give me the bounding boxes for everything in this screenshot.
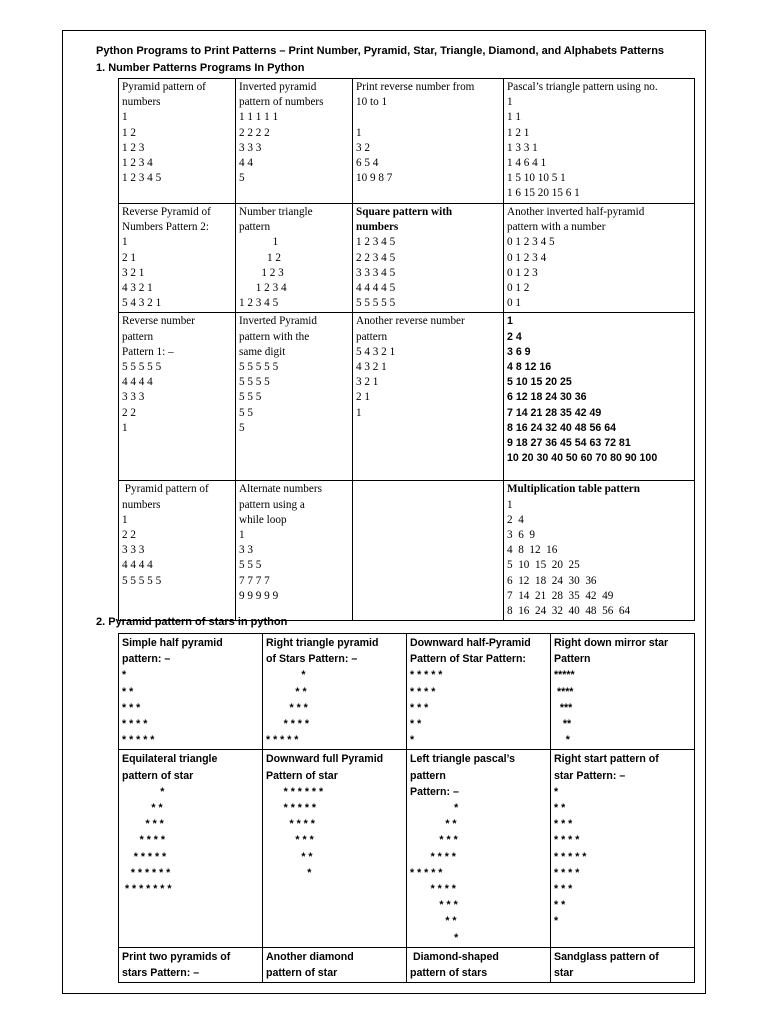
pattern-title: pattern: –	[122, 653, 171, 666]
pattern-title: pattern	[356, 330, 388, 343]
pattern-title: pattern of stars	[410, 967, 488, 980]
pattern-line: 1 6 15 20 15 6 1	[507, 187, 580, 200]
pattern-line: 4 4	[239, 157, 253, 170]
star-patterns-table	[118, 633, 695, 983]
pattern-line: 0 1	[507, 297, 521, 310]
pattern-title: of Stars Pattern: –	[266, 653, 358, 666]
pattern-line: *	[554, 915, 559, 928]
pattern-line: * * * * *	[554, 850, 587, 863]
pattern-title: Downward full Pyramid	[266, 753, 384, 766]
pattern-line: * * * *	[122, 718, 148, 731]
pattern-line: * * *	[410, 899, 458, 912]
section1-heading: 1. Number Patterns Programs In Python	[96, 62, 305, 74]
number-pattern-cell	[504, 204, 695, 313]
pattern-line: 1 3 3 1	[507, 141, 538, 154]
star-pattern-cell	[551, 750, 695, 947]
pattern-line: * * * *	[266, 718, 309, 731]
pattern-line: 1 4 6 4 1	[507, 157, 547, 170]
pattern-line: 2 2	[122, 529, 136, 542]
pattern-line: 10 20 30 40 50 60 70 80 90 100	[507, 452, 658, 465]
pattern-line: 1 2 3 4	[122, 157, 153, 170]
pattern-title: while loop	[239, 513, 287, 526]
pattern-line: * * *	[410, 701, 429, 714]
pattern-line: *	[266, 866, 312, 879]
pattern-line: 5 10 15 20 25	[507, 559, 580, 572]
pattern-title: Pyramid pattern of	[122, 483, 209, 496]
pattern-title: pattern of star	[122, 769, 194, 782]
pattern-line: 1 2 1	[507, 126, 530, 139]
star-pattern-cell	[263, 750, 407, 947]
pattern-title: Equilateral triangle	[122, 753, 218, 766]
star-pattern-cell	[263, 634, 407, 750]
pattern-title: Reverse Pyramid of	[122, 206, 211, 218]
pattern-line: *****	[554, 669, 575, 682]
pattern-title: star	[554, 967, 574, 980]
pattern-line: * *	[554, 802, 566, 815]
pattern-line: 8 16 24 32 40 48 56 64	[507, 605, 631, 618]
pattern-title: pattern of numbers	[239, 96, 324, 109]
pattern-line: ****	[554, 685, 574, 698]
pattern-title: Square pattern with	[356, 206, 453, 218]
pattern-title: Alternate numbers	[239, 483, 322, 496]
pattern-line: 3 3 3	[122, 391, 145, 404]
pattern-line: * *	[122, 685, 134, 698]
pattern-title: pattern	[239, 221, 271, 234]
number-pattern-cell	[236, 79, 353, 204]
number-pattern-cell	[236, 313, 353, 481]
star-pattern-row	[119, 947, 695, 982]
pattern-line: * *	[410, 818, 457, 831]
pattern-title: Pattern of star	[266, 769, 338, 782]
pattern-line: * *	[554, 899, 566, 912]
pattern-title: Downward half-Pyramid	[410, 637, 531, 649]
pattern-line: 5	[239, 421, 245, 434]
pattern-line: 2 2 2 2	[239, 126, 270, 139]
pattern-line: * * * * * *	[266, 785, 324, 798]
pattern-line: *	[410, 734, 415, 747]
pattern-line: 6 5 4	[356, 157, 379, 170]
pattern-line: 10 9 8 7	[356, 172, 393, 185]
pattern-line: 5 5 5	[239, 391, 262, 404]
pattern-line: * * * * *	[122, 850, 167, 863]
pattern-line: *	[122, 785, 165, 798]
pattern-line: * * *	[122, 818, 164, 831]
pattern-line: 4 4 4 4 5	[356, 282, 396, 295]
pattern-title: Print reverse number from	[356, 81, 475, 93]
pattern-line: *	[554, 734, 570, 747]
pattern-title: Another diamond	[266, 950, 354, 963]
number-patterns-table	[118, 78, 695, 621]
pattern-line: 2 1	[122, 251, 136, 264]
pattern-line: 1 1 1 1 1	[239, 111, 279, 124]
pattern-line: * * *	[554, 883, 573, 896]
pattern-title: Another reverse number	[356, 315, 465, 328]
pattern-title: Print two pyramids of	[122, 950, 231, 963]
pattern-line: 0 1 2 3 4 5	[507, 236, 555, 249]
section2-heading: 2. Pyramid pattern of stars in python	[96, 616, 288, 628]
pattern-line: * * * * *	[410, 669, 443, 682]
pattern-line: 4 8 12 16	[507, 361, 552, 374]
pattern-line: 4 3 2 1	[356, 361, 387, 374]
pattern-line: * * *	[266, 701, 308, 714]
star-pattern-cell	[407, 947, 551, 982]
pattern-line: * * * * *	[266, 734, 299, 747]
star-pattern-cell	[407, 634, 551, 750]
pattern-line: **	[554, 718, 572, 731]
pattern-line: 1 2 3 4 5	[239, 297, 279, 310]
pattern-title: Pascal’s triangle pattern using no.	[507, 81, 658, 93]
pattern-title: Left triangle pascal’s	[410, 753, 515, 766]
pattern-title: star Pattern: –	[554, 769, 626, 782]
pattern-line: * * * * *	[266, 802, 317, 815]
pattern-line: 5 5 5	[239, 559, 262, 572]
pattern-line: 2 1	[356, 391, 370, 404]
pattern-line: 1 1	[507, 111, 521, 124]
pattern-line: 5 5 5 5	[239, 376, 270, 389]
pattern-line: 3 3	[239, 544, 253, 557]
star-pattern-cell	[119, 750, 263, 947]
pattern-title: 10 to 1	[356, 96, 388, 109]
pattern-title: pattern of star	[266, 967, 338, 980]
pattern-line: 0 1 2	[507, 282, 530, 295]
pattern-title: numbers	[356, 221, 399, 234]
star-pattern-cell	[119, 947, 263, 982]
pattern-line: 7 7 7 7	[239, 574, 270, 587]
pattern-line: 1	[122, 513, 128, 526]
pattern-line: *	[122, 669, 127, 682]
pattern-title: Pattern: –	[410, 785, 459, 798]
pattern-line: 1	[239, 529, 245, 542]
pattern-line: * * * *	[554, 866, 580, 879]
pattern-line: 1	[122, 111, 128, 124]
pattern-title: Right start pattern of	[554, 753, 659, 766]
number-pattern-cell	[353, 481, 504, 621]
number-pattern-cell	[119, 79, 236, 204]
number-pattern-cell	[504, 481, 695, 621]
number-pattern-row	[119, 79, 695, 204]
pattern-line: 3 3 3	[122, 544, 145, 557]
pattern-title: same digit	[239, 345, 286, 358]
pattern-line: *	[410, 931, 459, 944]
pattern-line: * * *	[410, 834, 458, 847]
pattern-line: 6 12 18 24 30 36	[507, 391, 587, 404]
pattern-line: 2 4	[507, 330, 522, 343]
pattern-line: 3 3 3	[239, 141, 262, 154]
pattern-line: 1 2 3	[122, 141, 145, 154]
pattern-line: 1	[507, 315, 513, 328]
pattern-line: 1	[507, 96, 513, 109]
pattern-line: *	[266, 669, 306, 682]
pattern-line: 1	[122, 421, 128, 434]
number-pattern-cell	[236, 481, 353, 621]
pattern-line: * *	[266, 850, 313, 863]
pattern-line: 1	[356, 126, 362, 139]
pattern-line: 1	[122, 236, 128, 249]
pattern-line: *	[554, 785, 559, 798]
pattern-line: 2 2 3 4 5	[356, 251, 396, 264]
number-pattern-cell	[353, 204, 504, 313]
pattern-line: * * * *	[554, 834, 580, 847]
pattern-title: Right down mirror star	[554, 637, 669, 649]
pattern-line: * *	[410, 915, 457, 928]
number-pattern-cell	[236, 204, 353, 313]
pattern-title: Diamond-shaped	[410, 950, 499, 963]
pattern-line: 1	[356, 406, 362, 419]
pattern-line: 1 2 3	[239, 266, 284, 279]
star-pattern-cell	[551, 634, 695, 750]
pattern-line: 2 4	[507, 513, 524, 526]
pattern-line: 0 1 2 3 4	[507, 251, 547, 264]
pattern-line: 1 2	[239, 251, 281, 264]
pattern-line: 4 3 2 1	[122, 282, 153, 295]
pattern-line: * *	[266, 685, 307, 698]
pattern-line: 3 2 1	[122, 266, 145, 279]
star-pattern-cell	[551, 947, 695, 982]
pattern-line: 1	[507, 498, 513, 511]
star-pattern-row	[119, 750, 695, 947]
pattern-line: * * * * * *	[122, 866, 171, 879]
number-pattern-cell	[504, 79, 695, 204]
pattern-line: * * * *	[122, 834, 165, 847]
pattern-title: Inverted pyramid	[239, 81, 317, 93]
pattern-line: 4 8 12 16	[507, 544, 558, 557]
pattern-title: Reverse number	[122, 315, 196, 328]
pattern-line: *	[410, 802, 459, 815]
pattern-title: numbers	[122, 96, 161, 109]
pattern-line: * * * *	[410, 685, 436, 698]
number-pattern-cell	[353, 79, 504, 204]
pattern-line: * * * * *	[410, 866, 443, 879]
pattern-line: * * *	[266, 834, 314, 847]
pattern-title: Number triangle	[239, 206, 313, 218]
document-page	[62, 30, 706, 994]
pattern-line	[356, 110, 500, 125]
pattern-line: 4 4 4 4	[122, 559, 153, 572]
pattern-line: 1 2 3 4 5	[122, 172, 162, 185]
pattern-line: 5 5 5 5 5	[122, 574, 162, 587]
star-pattern-cell	[263, 947, 407, 982]
pattern-title: numbers	[122, 498, 161, 511]
pattern-title: pattern using a	[239, 498, 305, 511]
pattern-title: stars Pattern: –	[122, 967, 200, 980]
pattern-line: 3 6 9	[507, 529, 535, 542]
number-pattern-cell	[119, 313, 236, 481]
number-pattern-row	[119, 313, 695, 481]
pattern-line: 1 2	[122, 126, 136, 139]
pattern-line: 9 18 27 36 45 54 63 72 81	[507, 437, 631, 450]
pattern-line: * * * *	[410, 850, 456, 863]
pattern-line: 5	[239, 172, 245, 185]
star-pattern-row	[119, 634, 695, 750]
pattern-title: pattern with a number	[507, 221, 606, 234]
pattern-line: 3 2 1	[356, 376, 379, 389]
pattern-line: 5 5	[239, 406, 253, 419]
pattern-title: Another inverted half-pyramid	[507, 206, 645, 218]
pattern-title: Multiplication table pattern	[507, 483, 640, 496]
pattern-title: Right triangle pyramid	[266, 637, 379, 649]
pattern-line: 5 5 5 5 5	[239, 361, 279, 374]
document-title: Python Programs to Print Patterns – Print Number, Pyramid, Star, Triangle, Diamond, and Alphabets Patterns	[96, 45, 665, 57]
pattern-line: 7 14 21 28 35 42 49	[507, 589, 614, 602]
number-pattern-row	[119, 481, 695, 621]
number-pattern-cell	[504, 313, 695, 481]
pattern-title: pattern	[122, 330, 154, 343]
pattern-title: Pattern 1: –	[122, 345, 174, 358]
pattern-line: 5 4 3 2 1	[122, 297, 162, 310]
pattern-line: * * * *	[410, 883, 456, 896]
pattern-title: pattern with the	[239, 330, 310, 343]
pattern-title: Inverted Pyramid	[239, 315, 317, 328]
number-pattern-cell	[119, 204, 236, 313]
pattern-line: 5 10 15 20 25	[507, 376, 572, 389]
pattern-title: Numbers Pattern 2:	[122, 221, 209, 234]
pattern-line: 5 5 5 5 5	[356, 297, 396, 310]
pattern-line: 3 2	[356, 141, 370, 154]
pattern-title: Pyramid pattern of	[122, 81, 206, 93]
pattern-line: 6 12 18 24 30 36	[507, 574, 597, 587]
pattern-line: 3 6 9	[507, 345, 531, 358]
pattern-line: 1 2 3 4	[239, 282, 287, 295]
pattern-line: * * * *	[266, 818, 315, 831]
star-pattern-cell	[119, 634, 263, 750]
pattern-line: 1 2 3 4 5	[356, 236, 396, 249]
pattern-line: ***	[554, 701, 573, 714]
pattern-line: * * *	[554, 818, 573, 831]
pattern-line: 3 3 3 4 5	[356, 266, 396, 279]
pattern-title: Simple half pyramid	[122, 637, 223, 649]
pattern-title: Sandglass pattern of	[554, 950, 659, 963]
pattern-line: 8 16 24 32 40 48 56 64	[507, 421, 616, 434]
pattern-line: 5 5 5 5 5	[122, 361, 162, 374]
pattern-line: * * * * * * *	[122, 883, 172, 896]
pattern-line: * *	[122, 802, 163, 815]
pattern-line: 5 4 3 2 1	[356, 345, 396, 358]
pattern-line: 9 9 9 9 9	[239, 589, 279, 602]
pattern-line: 2 2	[122, 406, 136, 419]
number-pattern-cell	[353, 313, 504, 481]
pattern-line: 1 5 10 10 5 1	[507, 172, 566, 185]
pattern-line: 1	[239, 236, 279, 249]
number-pattern-cell	[119, 481, 236, 621]
number-pattern-row	[119, 204, 695, 313]
pattern-title: Pattern of Star Pattern:	[410, 653, 526, 666]
pattern-title: Pattern	[554, 653, 591, 666]
star-pattern-cell	[407, 750, 551, 947]
pattern-line: 4 4 4 4	[122, 376, 153, 389]
pattern-line: 0 1 2 3	[507, 266, 538, 279]
pattern-line: * * *	[122, 701, 141, 714]
pattern-line: 7 14 21 28 35 42 49	[507, 406, 602, 419]
pattern-line: * * * * *	[122, 734, 155, 747]
pattern-line: * *	[410, 718, 422, 731]
pattern-title: pattern	[410, 769, 446, 782]
